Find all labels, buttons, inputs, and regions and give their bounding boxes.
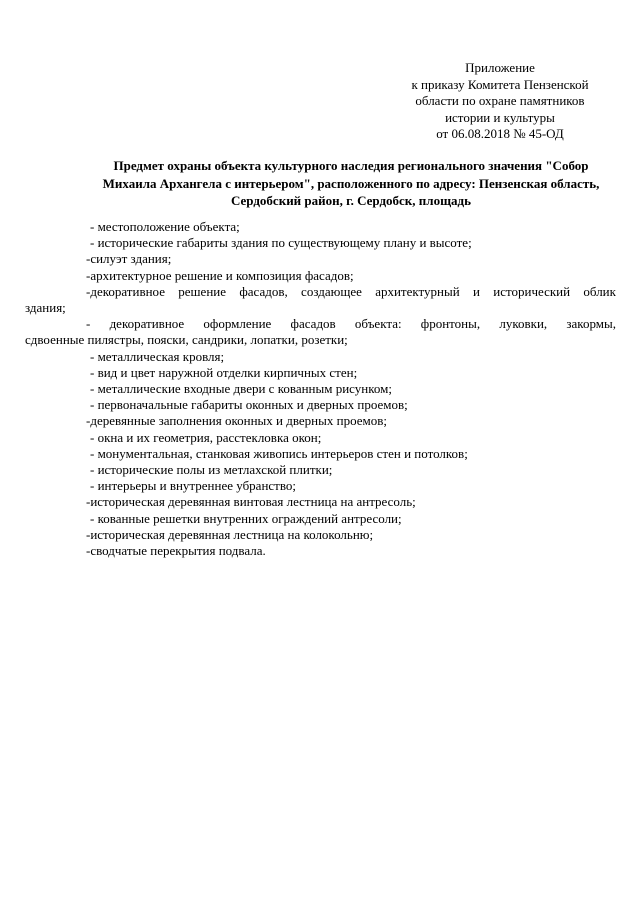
list-item: - металлические входные двери с кованным рисунком; — [90, 381, 392, 397]
list-item: - исторические габариты здания по существующему плану и высоте; — [90, 235, 472, 251]
list-item: - монументальная, станковая живопись интерьеров стен и потолков; — [90, 445, 468, 461]
word: фасадов — [290, 316, 336, 332]
list-item: - интерьеры и внутреннее убранство; — [90, 478, 297, 494]
word: и — [472, 283, 480, 299]
list-item: - металлическая кровля; — [90, 348, 225, 364]
word: -декоративное — [86, 283, 165, 299]
word: фасадов, — [239, 283, 288, 299]
appendix-line: к приказу Комитета Пензенской — [411, 76, 589, 92]
list-item-justified — [86, 316, 616, 332]
list-item: -деревянные заполнения оконных и дверных проемов; — [86, 413, 387, 429]
list-item: - исторические полы из метлахской плитки; — [90, 462, 333, 478]
word: оформление — [203, 316, 272, 332]
appendix-line: истории и культуры — [445, 109, 555, 125]
list-item: - первоначальные габариты оконных и дверных проемов; — [90, 397, 408, 413]
word: решение — [178, 283, 227, 299]
word: облик — [583, 283, 616, 299]
list-item: - кованные решетки внутренних ограждений антресоли; — [90, 510, 402, 526]
list-item: -историческая деревянная лестница на колокольню; — [86, 526, 374, 542]
document-title — [86, 157, 616, 210]
word: исторический — [493, 283, 571, 299]
title-line: Предмет охраны объекта культурного наследия регионального значения "Собор — [113, 158, 589, 173]
title-line: Сердобский район, г. Сердобск, площадь — [230, 193, 471, 208]
protection-items-list — [25, 219, 616, 559]
word: - — [86, 316, 91, 332]
list-item: -архитектурное решение и композиция фасадов; — [86, 267, 354, 283]
list-item: -силуэт здания; — [86, 251, 172, 267]
word: архитектурный — [375, 283, 460, 299]
list-item: - окна и их геометрия, расстекловка окон; — [90, 429, 322, 445]
word: декоративное — [109, 316, 185, 332]
list-item-continuation: здания; — [25, 300, 66, 316]
word: закормы, — [566, 316, 616, 332]
list-item: - вид и цвет наружной отделки кирпичных стен; — [90, 364, 358, 380]
list-item: -сводчатые перекрытия подвала. — [86, 543, 266, 559]
word: объекта: — [354, 316, 402, 332]
list-item: -историческая деревянная винтовая лестница на антресоль; — [86, 494, 416, 510]
word: луковки, — [499, 316, 548, 332]
title-line: Михаила Архангела с интерьером", расположенного по адресу: Пензенская область, — [102, 175, 600, 191]
list-item-continuation: сдвоенные пилястры, пояски, сандрики, лопатки, розетки; — [25, 332, 348, 348]
word: фронтоны, — [420, 316, 481, 332]
appendix-line: Приложение — [465, 60, 535, 75]
list-item: - местоположение объекта; — [90, 219, 240, 234]
appendix-order-line: от 06.08.2018 № 45-ОД — [436, 126, 564, 142]
appendix-block — [384, 60, 616, 143]
appendix-line: области по охране памятников — [415, 93, 585, 109]
word: создающее — [301, 283, 362, 299]
list-item-justified — [86, 284, 616, 300]
